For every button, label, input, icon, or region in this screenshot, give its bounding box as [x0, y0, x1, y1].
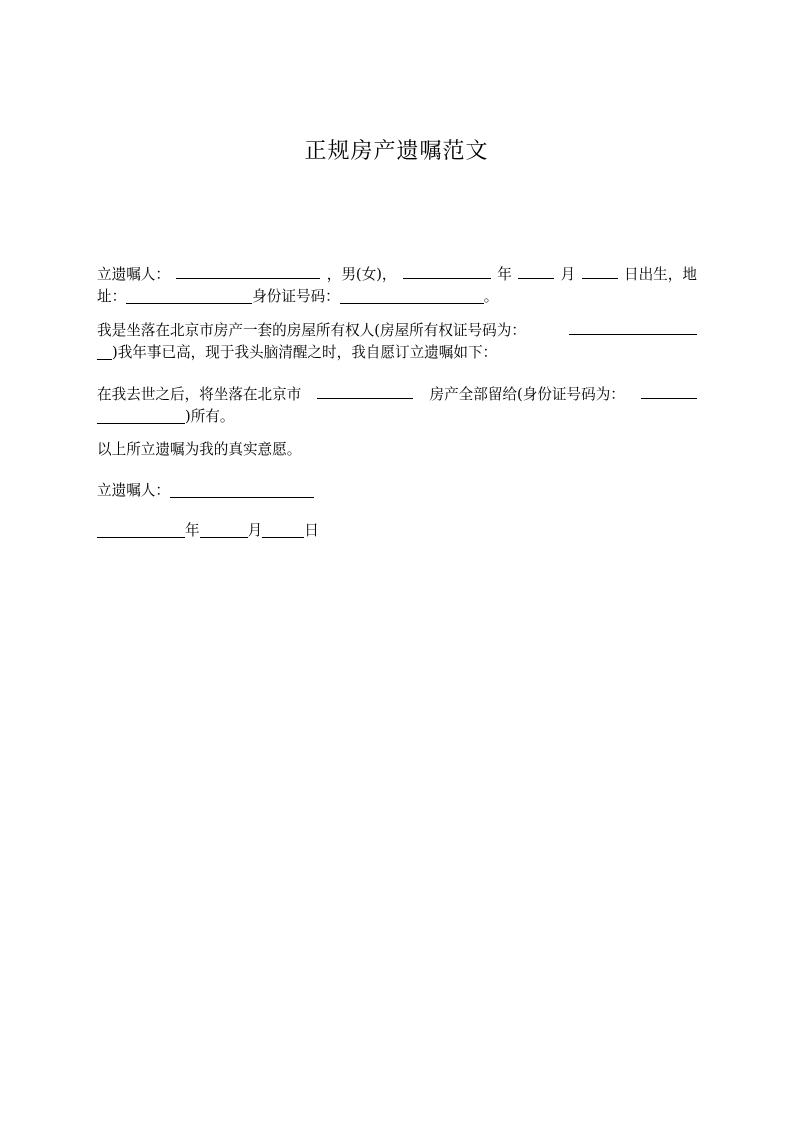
sign-year-blank — [97, 520, 185, 538]
ownership-cert-blank — [569, 317, 697, 335]
id-label: 身份证号码： — [252, 288, 340, 305]
month-text: 月 — [560, 266, 576, 283]
signature-line — [97, 479, 697, 503]
ownership-text-1: 我是坐落在北京市房产一套的房屋所有权人(房屋所有权证号码为： — [97, 322, 526, 339]
bequest-text-3: )所有。 — [185, 408, 235, 425]
bequest-line-2 — [97, 405, 697, 429]
testator-info-paragraph — [97, 261, 697, 309]
testator-name-blank — [176, 261, 320, 279]
ownership-cert-blank-cont — [97, 342, 112, 360]
period-text: 。 — [483, 288, 499, 305]
bequest-text-1: 在我去世之后，将坐落在北京市 — [97, 386, 302, 403]
ownership-text-2: )我年事已高，现于我头脑清醒之时，我自愿订立遗嘱如下： — [112, 344, 498, 361]
signature-blank — [170, 480, 314, 498]
signature-label: 立遗嘱人： — [97, 482, 170, 499]
document-title: 正规房产遗嘱范文 — [304, 139, 489, 164]
sign-month-text: 月 — [247, 522, 263, 539]
address-blank — [126, 286, 252, 304]
birth-month-blank — [518, 261, 554, 279]
testator-label: 立遗嘱人： — [97, 266, 170, 283]
signature-paragraph — [97, 479, 697, 503]
birth-year-blank — [403, 261, 491, 279]
testator-info-line-1 — [97, 261, 697, 285]
birth-text: 日出生，地 — [623, 266, 697, 283]
date-paragraph — [97, 519, 697, 543]
heir-id-blank — [641, 381, 697, 399]
sign-day-blank — [262, 520, 304, 538]
sign-year-text: 年 — [185, 522, 200, 539]
will-declaration — [97, 438, 697, 462]
gender-text: ，男(女)， — [326, 266, 397, 283]
ownership-line-2 — [97, 341, 697, 365]
id-number-blank — [340, 286, 484, 304]
year-text: 年 — [497, 266, 512, 283]
heir-id-blank-cont — [97, 406, 185, 424]
date-line — [97, 519, 697, 543]
bequest-text-2: 房产全部留给(身份证号码为： — [429, 386, 625, 403]
ownership-line-1 — [97, 317, 697, 341]
property-address-blank — [317, 381, 413, 399]
bequest-line-1 — [97, 381, 697, 405]
sign-day-text: 日 — [304, 522, 319, 539]
testator-info-line-2 — [97, 285, 697, 309]
sign-month-blank — [200, 520, 248, 538]
birth-day-blank — [582, 261, 618, 279]
bequest-paragraph — [97, 381, 697, 429]
ownership-paragraph — [97, 317, 697, 365]
address-label: 址： — [97, 288, 127, 305]
will-declaration-line: 以上所立遗嘱为我的真实意愿。 — [97, 441, 302, 458]
